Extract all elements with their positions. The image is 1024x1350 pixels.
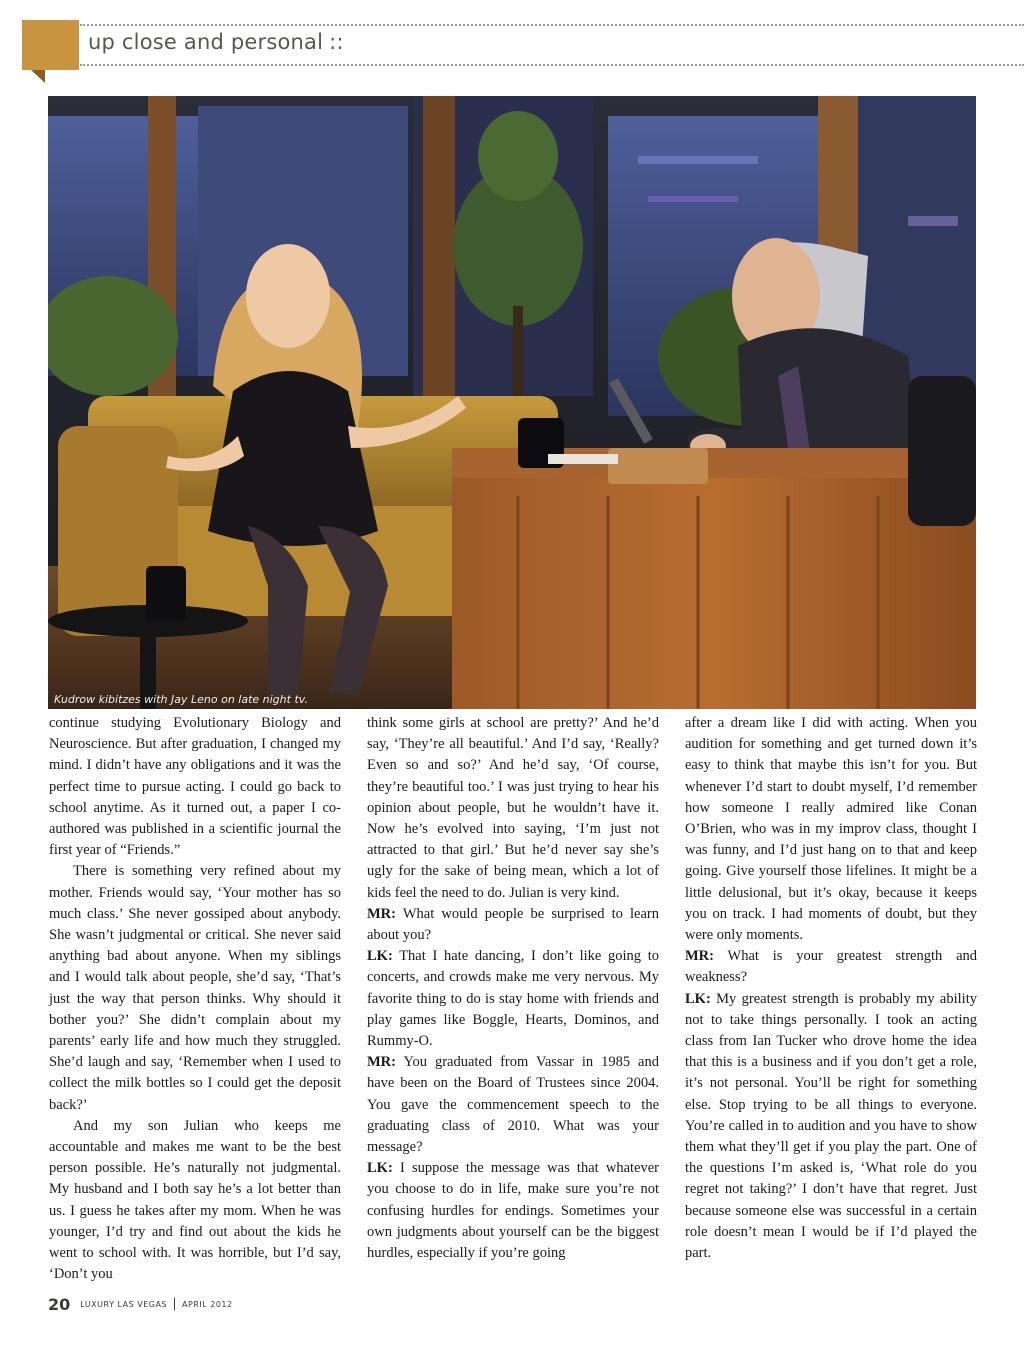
section-tab-block	[22, 20, 79, 70]
qa-paragraph	[367, 1052, 659, 1158]
speaker-label: MR:	[367, 905, 396, 922]
section-tab-fold	[31, 70, 45, 83]
paragraph: And my son Julian who keeps me accountable and makes me want to be the best person possible. He’s naturally not judgmental. My husband and I both say he’s a lot better than us. I guess he takes after my mom. When he was younger, I’d try and find out about the kids he went to school with. It was horrible, but I’d say, ‘Don’t you	[49, 1117, 341, 1283]
qa-text: I suppose the message was that whatever you choose to do in life, make sure you’re not confusing hurdles for endings. Sometimes your own judgments about yourself can be the biggest hurdles, especially if you’re going	[367, 1160, 659, 1262]
speaker-label: MR:	[685, 948, 714, 965]
paragraph: There is something very refined about my mother. Friends would say, ‘Your mother has so much class.’ She never gossiped about anybody. She wasn’t judgmental or critical. She never said anything bad about anyone. When my siblings and I would talk about people, she’d say, ‘That’s just the way that person thinks. Why should it bother you?’ She didn’t complain about my parents’ early life and how much they struggled. She’d laugh and say, ‘Remember when I used to collect the milk bottles so I could get the deposit back?’	[49, 863, 341, 1113]
section-title-mark: ::	[329, 30, 344, 54]
page-number: 20	[48, 1294, 71, 1314]
paragraph: continue studying Evolutionary Biology and Neuroscience. But after graduation, I changed my mind. I didn’t have any obligations and it was the perfect time to pursue acting. I could go back to school anytime. As it turned out, a paper I co-authored was published in a scientific journal the first year of “Friends.”	[49, 715, 341, 859]
text-column-1	[49, 713, 341, 1285]
qa-paragraph	[367, 946, 659, 1052]
text-column-2	[367, 713, 659, 1264]
qa-paragraph	[685, 989, 977, 1265]
header-dotted-rule-bottom	[80, 64, 1024, 66]
feature-photo	[48, 96, 976, 709]
speaker-label: LK:	[367, 948, 393, 965]
speaker-label: LK:	[685, 990, 711, 1007]
qa-text: You graduated from Vassar in 1985 and have been on the Board of Trustees since 2004. You gave the commencement speech to the graduating class of 2010. What was your message?	[367, 1054, 659, 1156]
paragraph: think some girls at school are pretty?’ And he’d say, ‘They’re all beautiful.’ And I’d say, ‘Really? Even so and so?’ And he’d say, ‘Of course, they’re beautiful too.’ I was just trying to hear his opinion about people, but he wouldn’t have it. Now he’s evolved into saying, ‘I’m just not attracted to that girl.’ But he’d never say she’s ugly for the sake of being mean, which a lot of kids feel the need to do. Julian is very kind.	[367, 715, 659, 901]
qa-paragraph	[685, 946, 977, 988]
feature-photo-illustration	[48, 96, 976, 709]
qa-text: What is your greatest strength and weakness?	[685, 948, 977, 986]
paragraph: after a dream like I did with acting. When you audition for something and get turned down it’s easy to think that maybe this isn’t for you. But whenever I’d start to doubt myself, I’d remember how someone I really admired like Conan O’Brien, who was in my improv class, thought I was funny, and I’d just hang on to that and keep going. Give yourself those lifelines. It might be a little delusional, but it’s okay, because it keeps you on track. I had moments of doubt, but they were only moments.	[685, 715, 977, 944]
qa-text: My greatest strength is probably my ability not to take things personally. I took an acting class from Ian Tucker who drove home the idea that this is a business and if you don’t get a role, it’s not personal. You’ll be right for something else. Stop trying to be all things to everyone. You’re called in to audition and you have to show them what they’ll get if you play the part. One of the questions I’m asked is, ‘What role do you regret not taking?’ I don’t have that regret. Just because someone else was successful in a certain role doesn’t mean I would be if I’d played the part.	[685, 990, 977, 1262]
qa-text: That I hate dancing, I don’t like going to concerts, and crowds make me very nervous. My favorite thing to do is stay home with friends and play games like Boggle, Hearts, Dominos, and Rummy-O.	[367, 948, 659, 1050]
speaker-label: LK:	[367, 1160, 393, 1177]
qa-paragraph	[367, 1158, 659, 1264]
section-title-text: up close and personal	[88, 30, 324, 54]
text-column-3	[685, 713, 977, 1264]
header-dotted-rule-top	[80, 24, 1024, 26]
speaker-label: MR:	[367, 1054, 396, 1071]
qa-paragraph	[367, 904, 659, 946]
section-title	[88, 30, 344, 54]
footer-divider	[174, 1298, 175, 1310]
page-footer	[48, 1294, 233, 1314]
publication-name: LUXURY LAS VEGAS	[80, 1299, 168, 1309]
issue-date: APRIL 2012	[182, 1299, 233, 1309]
photo-caption: Kudrow kibitzes with Jay Leno on late night tv.	[54, 693, 308, 706]
qa-text: What would people be surprised to learn about you?	[367, 905, 659, 944]
